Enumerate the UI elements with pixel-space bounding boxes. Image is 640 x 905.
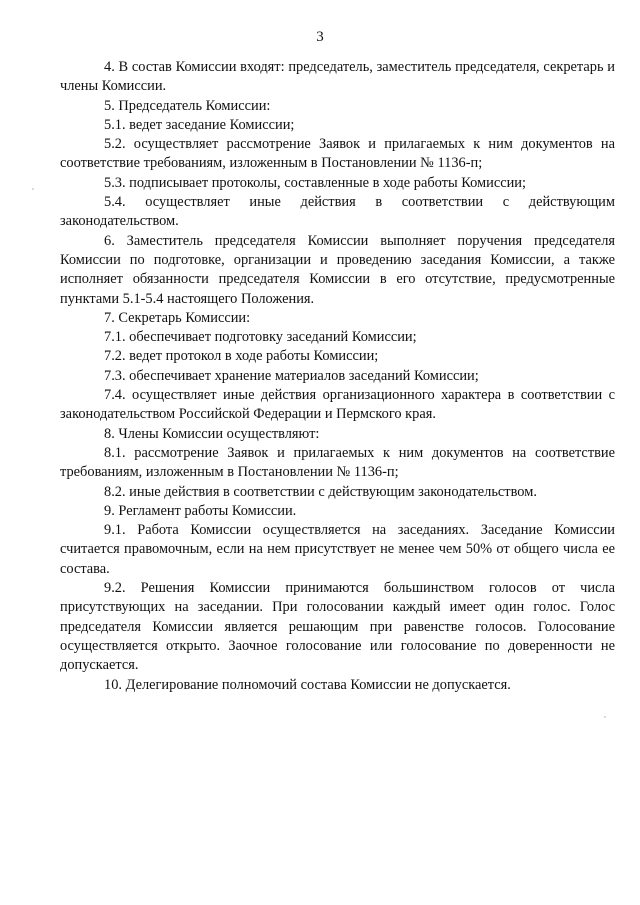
paragraph-8-1: 8.1. рассмотрение Заявок и прилагаемых к ним документов на соответствие требованиям, изложенным в Постановлении № 1136-п; <box>60 444 615 481</box>
scan-speck <box>604 716 606 718</box>
paragraph-8-members: 8. Члены Комиссии осуществляют: <box>104 425 320 442</box>
paragraph-9-2: 9.2. Решения Комиссии принимаются большинством голосов от числа присутствующих на заседании. При голосовании каждый имеет один голос. Голос председателя Комиссии является решающим при равенстве голосов. Голосование осуществляется открыто. Заочное голосование или голосование по доверенности не допускается. <box>60 580 615 674</box>
paragraph-5-2: 5.2. осуществляет рассмотрение Заявок и прилагаемых к ним документов на соответствие требованиям, изложенным в Постановлении № 1136-п; <box>60 136 615 172</box>
page-number: 3 <box>316 29 324 45</box>
paragraph-9-regulations: 9. Регламент работы Комиссии. <box>104 502 297 519</box>
paragraph-5-chairman: 5. Председатель Комиссии: <box>104 97 271 114</box>
paragraph-7-secretary: 7. Секретарь Комиссии: <box>104 309 251 326</box>
paragraph-4-composition: 4. В состав Комиссии входят: председатель, заместитель председателя, секретарь и члены Комиссии. <box>60 59 615 95</box>
paragraph-6-deputy: 6. Заместитель председателя Комиссии выполняет поручения председателя Комиссии по подготовке, организации и проведению заседания Комиссии, а также исполняет обязанности председателя Комиссии в его отсутствие, предусмотренные пунктами 5.1-5.4 настоящего Положения. <box>60 232 615 307</box>
paragraph-8-2: 8.2. иные действия в соответствии с действующим законодательством. <box>104 483 537 500</box>
paragraph-5-4: 5.4. осуществляет иные действия в соответствии с действующим законодательством. <box>60 194 615 230</box>
paragraph-7-3: 7.3. обеспечивает хранение материалов заседаний Комиссии; <box>104 367 479 384</box>
document-body <box>60 58 615 695</box>
paragraph-7-2: 7.2. ведет протокол в ходе работы Комиссии; <box>104 348 379 365</box>
paragraph-7-4: 7.4. осуществляет иные действия организационного характера в соответствии с законодательством Российской Федерации и Пермского края. <box>60 387 615 423</box>
paragraph-5-1: 5.1. ведет заседание Комиссии; <box>104 116 295 133</box>
scan-speck <box>32 188 34 190</box>
paragraph-9-1: 9.1. Работа Комиссии осуществляется на заседаниях. Заседание Комиссии считается правомочным, если на нем присутствует не менее чем 50% от общего числа ее состава. <box>60 522 615 577</box>
paragraph-7-1: 7.1. обеспечивает подготовку заседаний Комиссии; <box>104 329 417 346</box>
paragraph-5-3: 5.3. подписывает протоколы, составленные в ходе работы Комиссии; <box>104 174 527 191</box>
paragraph-10-delegation: 10. Делегирование полномочий состава Комиссии не допускается. <box>104 676 511 693</box>
